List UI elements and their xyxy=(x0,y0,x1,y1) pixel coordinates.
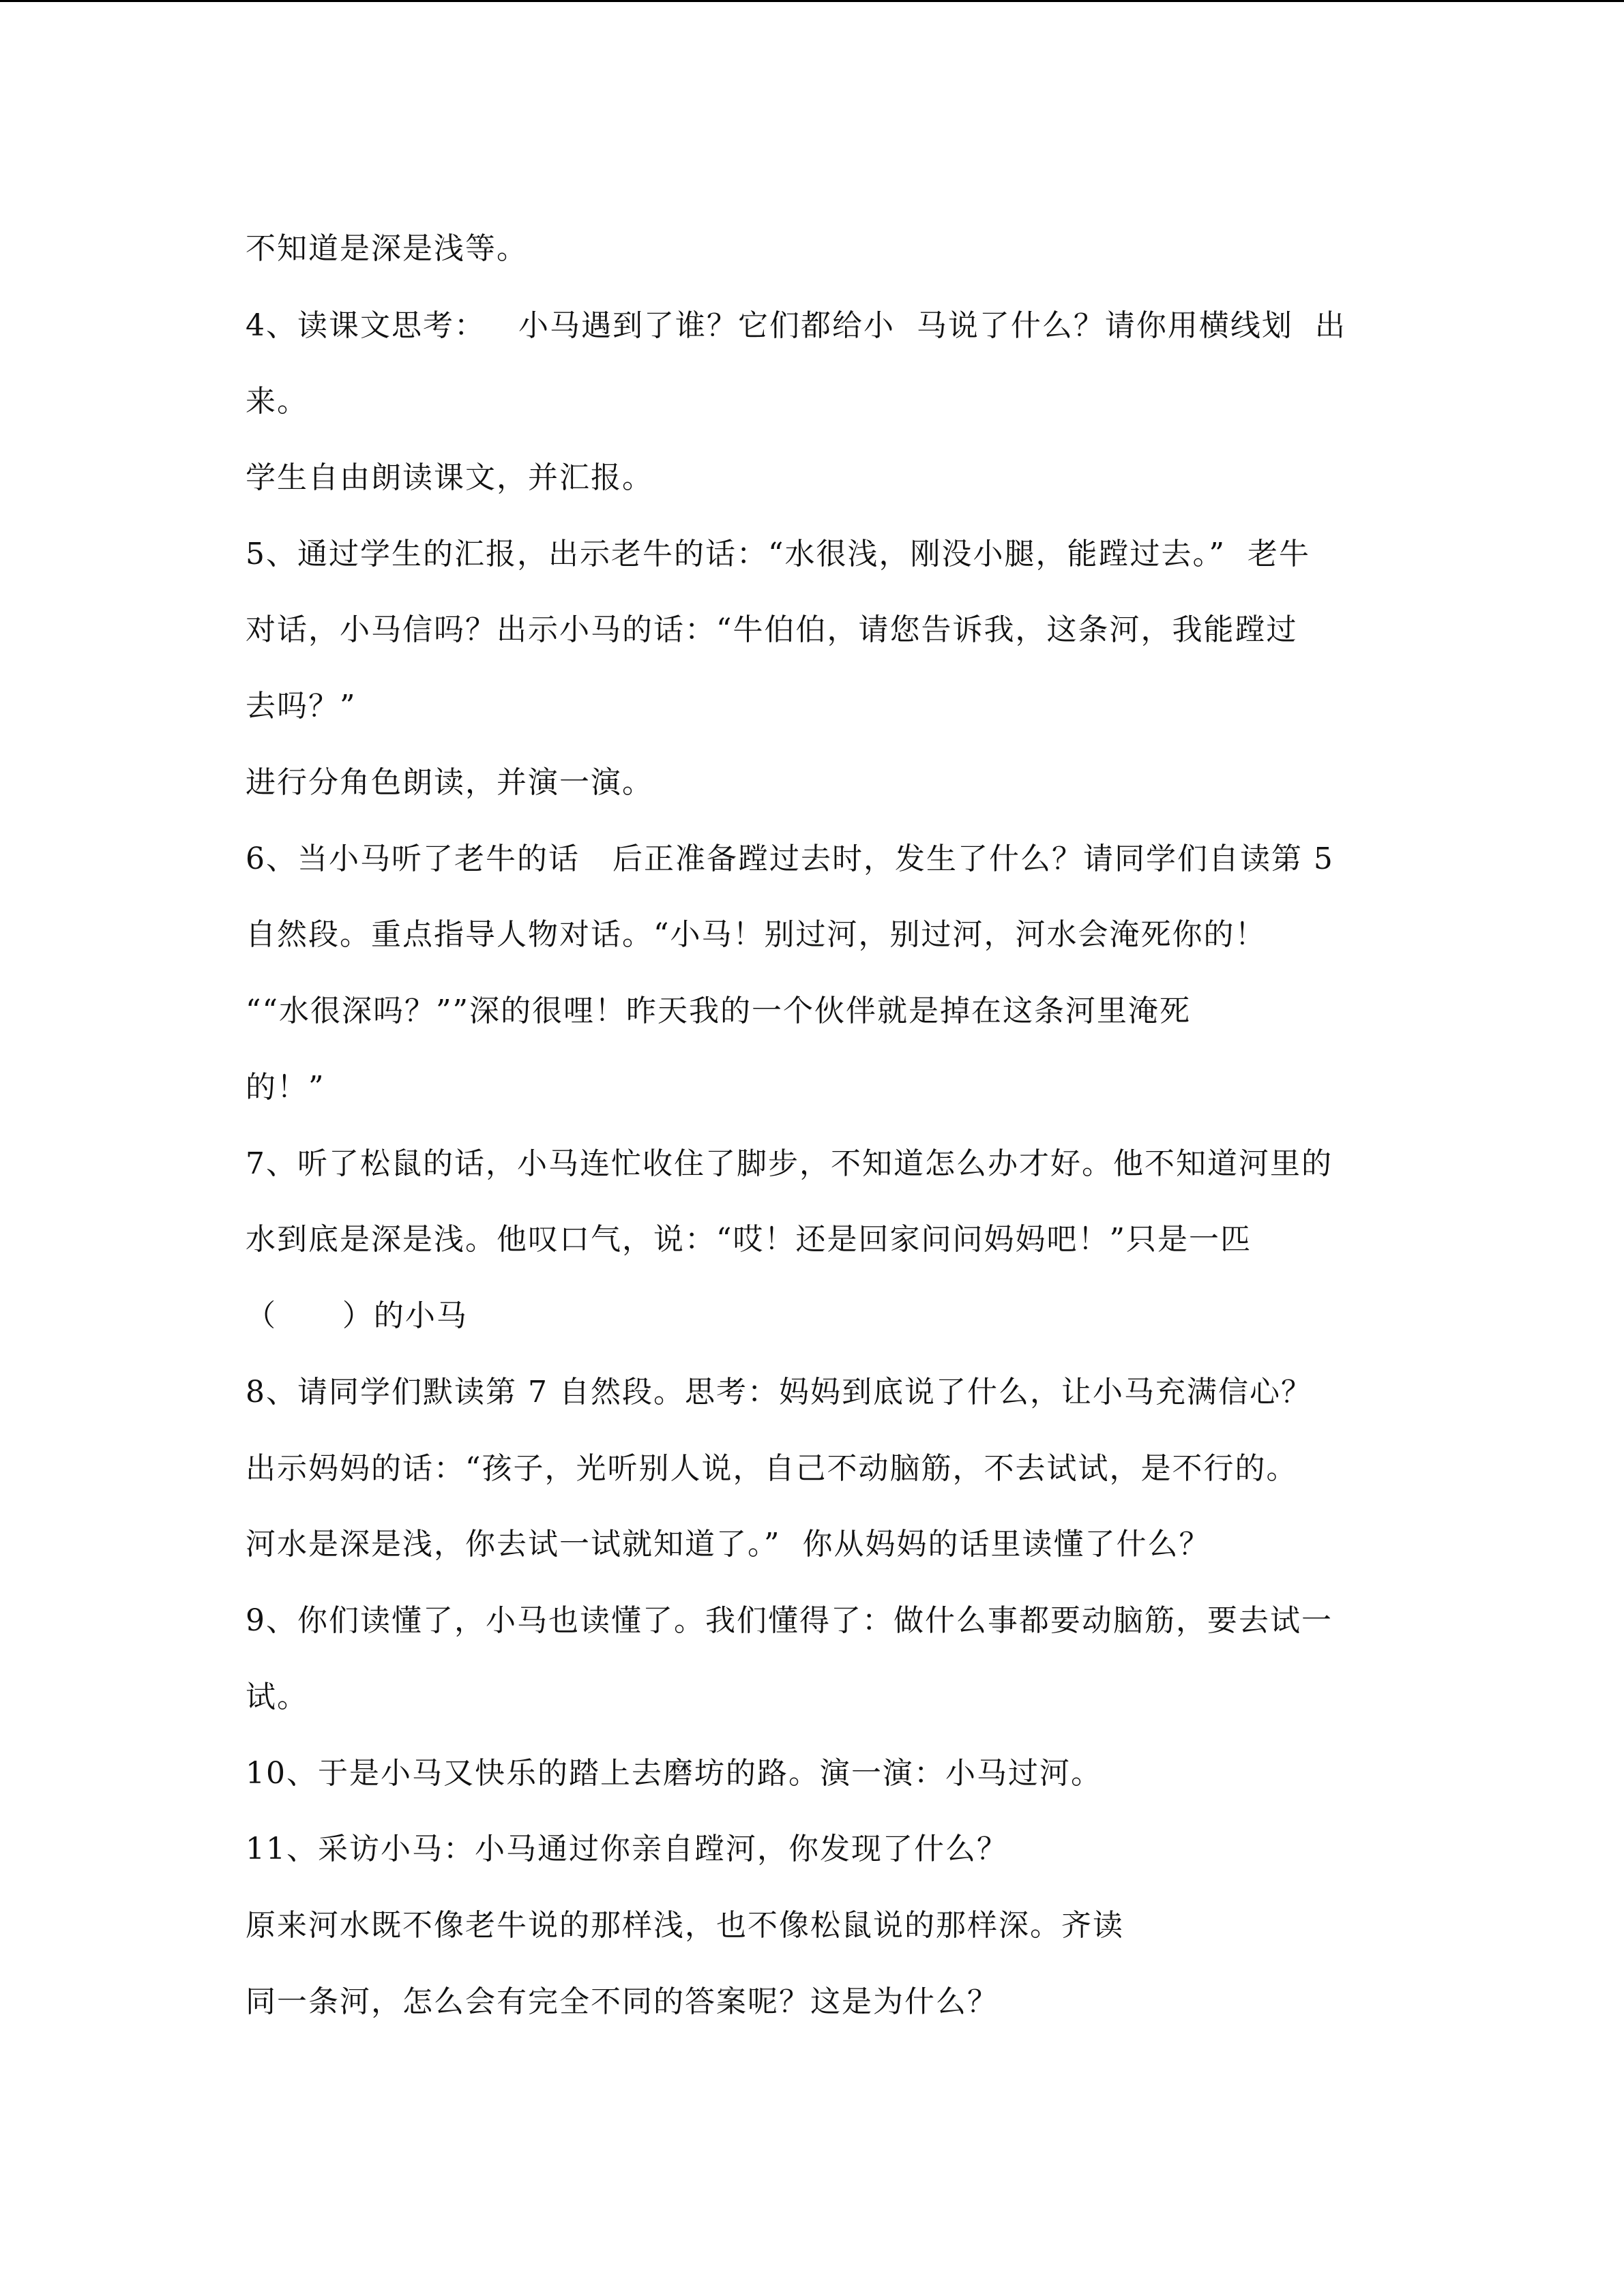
text-line: 去吗？” xyxy=(246,689,357,724)
text-line: （ ）的小马 xyxy=(246,1298,468,1333)
text-line: 试。 xyxy=(246,1680,308,1714)
text-line: 进行分角色朗读，并演一演。 xyxy=(246,765,653,800)
text-line: 7、听了松鼠的话，小马连忙收住了脚步，不知道怎么办才好。他不知道河里的 xyxy=(246,1146,1333,1181)
text-line: 原来河水既不像老牛说的那样浅，也不像松鼠说的那样深。齐读 xyxy=(246,1908,1124,1943)
text-line: 同一条河，怎么会有完全不同的答案呢？这是为什么？ xyxy=(246,1984,999,2019)
text-line: 6、当小马听了老牛的话 后正准备蹚过去时，发生了什么？请同学们自读第 5 xyxy=(246,841,1334,876)
text-line: 8、请同学们默读第 7 自然段。思考：妈妈到底说了什么，让小马充满信心？ xyxy=(246,1375,1312,1410)
text-line: 对话，小马信吗？出示小马的话：“牛伯伯，请您告诉我，这条河，我能蹚过 xyxy=(246,612,1298,647)
text-line: 9、你们读懂了，小马也读懂了。我们懂得了：做什么事都要动脑筋，要去试一 xyxy=(246,1603,1333,1638)
text-line: 5、通过学生的汇报，出示老牛的话：“水很浅，刚没小腿，能蹚过去。” 老牛 xyxy=(246,537,1310,571)
text-line: 11、采访小马：小马通过你亲自蹚河，你发现了什么？ xyxy=(246,1832,1008,1866)
text-line: ““水很深吗？””深的很哩！昨天我的一个伙伴就是掉在这条河里淹死 xyxy=(246,994,1191,1028)
text-line: 4、读课文思考： 小马遇到了谁？它们都给小 马说了什么？请你用横线划 出 xyxy=(246,308,1346,343)
text-line: 河水是深是浅，你去试一试就知道了。” 你从妈妈的话里读懂了什么？ xyxy=(246,1527,1211,1562)
text-line: 的！” xyxy=(246,1070,325,1105)
text-line: 来。 xyxy=(246,384,308,419)
text-line: 10、于是小马又快乐的踏上去磨坊的路。演一演：小马过河。 xyxy=(246,1756,1102,1791)
text-line: 自然段。重点指导人物对话。“小马！别过河，别过河，河水会淹死你的！ xyxy=(246,917,1267,952)
text-line: 不知道是深是浅等。 xyxy=(246,231,528,266)
text-line: 出示妈妈的话：“孩子，光听别人说，自己不动脑筋，不去试试，是不行的。 xyxy=(246,1451,1298,1486)
text-line: 学生自由朗读课文，并汇报。 xyxy=(246,460,653,495)
text-line: 水到底是深是浅。他叹口气，说：“哎！还是回家问问妈妈吧！”只是一匹 xyxy=(246,1222,1252,1257)
